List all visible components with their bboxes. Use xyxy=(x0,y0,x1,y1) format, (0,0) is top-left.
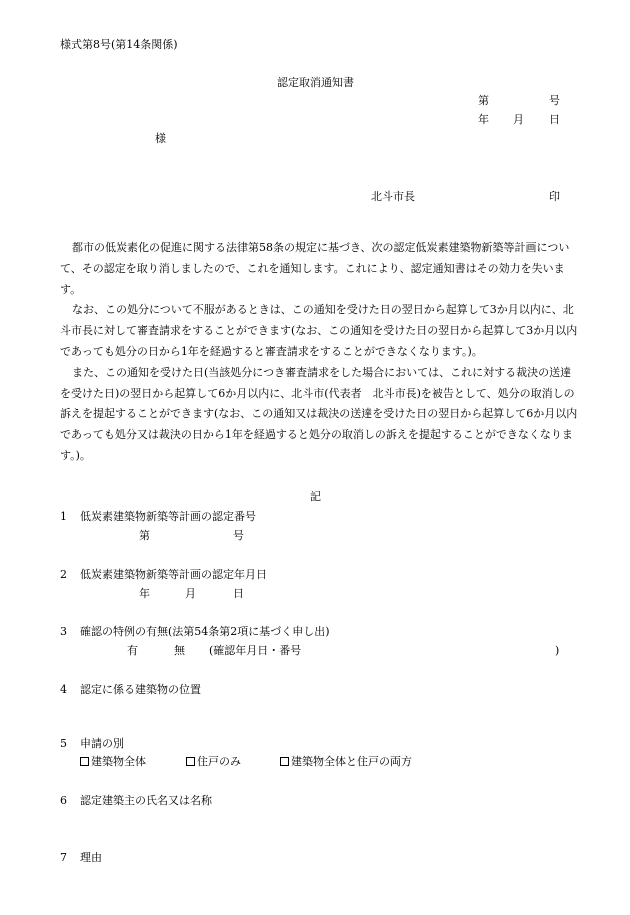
item-6-number: 6 xyxy=(60,794,67,807)
notes-heading: 記 xyxy=(310,490,321,503)
item-1-number: 1 xyxy=(60,510,67,523)
item-6-label: 認定建築主の氏名又は名称 xyxy=(80,794,212,807)
addressee-suffix: 様 xyxy=(155,132,166,145)
option-both[interactable] xyxy=(280,756,412,767)
date-month: 月 xyxy=(513,113,524,126)
item-2-month: 月 xyxy=(185,587,196,600)
checkbox-icon[interactable] xyxy=(80,757,89,766)
form-number: 様式第8号(第14条関係) xyxy=(60,38,178,51)
document-title: 認定取消通知書 xyxy=(277,76,354,89)
option-dwelling-only-label: 住戸のみ xyxy=(197,755,241,768)
item-1-suffix: 号 xyxy=(233,529,244,542)
option-both-label: 建築物全体と住戸の両方 xyxy=(291,755,412,768)
item-2-label: 低炭素建築物新築等計画の認定年月日 xyxy=(80,568,267,581)
option-whole-building[interactable] xyxy=(80,756,146,767)
item-7-label: 理由 xyxy=(80,851,102,864)
option-whole-building-label: 建築物全体 xyxy=(91,755,146,768)
item-2-number: 2 xyxy=(60,568,67,581)
item-5-number: 5 xyxy=(60,737,67,750)
body-paragraph-1: 都市の低炭素化の促進に関する法律第58条の規定に基づき、次の認定低炭素建築物新築等計画について、その認定を取り消しましたので、これを通知します。これにより、認定通知書はその効力を失います。 xyxy=(60,241,570,296)
item-3-close-paren: ) xyxy=(555,644,560,657)
issuer-name: 北斗市長 xyxy=(371,190,415,203)
item-7-number: 7 xyxy=(60,851,67,864)
seal-mark: 印 xyxy=(549,190,560,203)
checkbox-icon[interactable] xyxy=(280,757,289,766)
item-1-label: 低炭素建築物新築等計画の認定番号 xyxy=(80,510,256,523)
item-1-prefix: 第 xyxy=(139,529,150,542)
doc-number-prefix: 第 xyxy=(478,94,489,107)
item-4-number: 4 xyxy=(60,683,67,696)
item-5-label: 申請の別 xyxy=(80,737,124,750)
checkbox-icon[interactable] xyxy=(186,757,195,766)
option-dwelling-only[interactable] xyxy=(186,756,241,767)
body-text xyxy=(60,238,580,467)
body-paragraph-2: なお、この処分について不服があるときは、この通知を受けた日の翌日から起算して3か月以内に、北斗市長に対して審査請求をすることができます(なお、この通知を受けた日の翌日から起算して3か月以内であっても処分の日から1年を経過すると審査請求をすることができなくなります。)。 xyxy=(60,303,578,358)
date-year: 年 xyxy=(478,113,489,126)
body-paragraph-3: また、この通知を受けた日(当該処分につき審査請求をした場合においては、これに対する裁決の送達を受けた日)の翌日から起算して6か月以内に、北斗市(代表者 北斗市長)を被告として、処分の取消しの訴えを提起することができます(なお、この通知又は裁決の送達を受けた日の翌日から起算して6か月以内であっても処分又は裁決の日から1年を経過すると処分の取消しの訴えを提起することができなくなります。)。 xyxy=(60,365,578,462)
item-4-label: 認定に係る建築物の位置 xyxy=(80,683,201,696)
date-day: 日 xyxy=(549,113,560,126)
item-2-year: 年 xyxy=(139,587,150,600)
item-2-day: 日 xyxy=(233,587,244,600)
item-3-label: 確認の特例の有無(法第54条第2項に基づく申し出) xyxy=(80,625,330,638)
item-3-number: 3 xyxy=(60,625,67,638)
item-3-confirmation: (確認年月日・番号 xyxy=(209,644,302,657)
item-3-yes: 有 xyxy=(127,644,138,657)
item-3-no: 無 xyxy=(174,644,185,657)
doc-number-suffix: 号 xyxy=(549,94,560,107)
